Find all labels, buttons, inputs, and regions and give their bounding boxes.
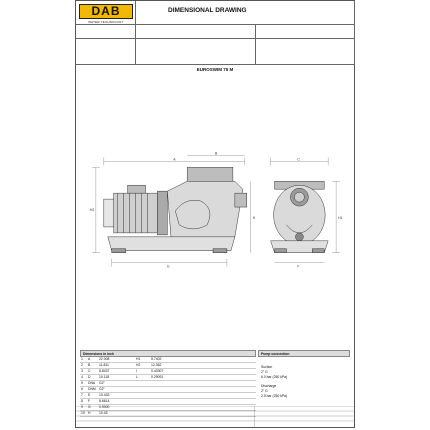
pump-front-view: [271, 181, 329, 252]
dim-label-e: E: [167, 264, 170, 269]
blank-cell-2: [136, 25, 256, 39]
dimension-cell-v: G2": [99, 381, 105, 385]
dimension-cell-k2: [135, 381, 150, 386]
dim-label-b: B: [215, 151, 218, 156]
title-block: [76, 1, 354, 53]
dimension-cell-v2: [150, 393, 181, 398]
dimension-cell-k2: I: [136, 369, 137, 373]
drawing-sheet: [75, 0, 355, 428]
dimension-cell-v2: [150, 381, 181, 386]
pump-connection-header: Pump connection: [258, 350, 350, 357]
dimension-cell-k2: [135, 387, 150, 392]
logo-tagline: WATER TECHNOLOGY: [88, 20, 124, 24]
dimension-cell-v2: 0.43307: [151, 369, 164, 373]
dimension-cell-n: 10: [81, 411, 85, 415]
dimension-cell-v2: 0.29091: [151, 375, 164, 379]
dab-logo: DAB: [79, 4, 133, 19]
dimension-cell-n: 7: [81, 393, 83, 397]
dimension-cell-k: A: [88, 357, 91, 361]
dimension-cell-v: 0.9000: [99, 405, 110, 409]
document-title: DIMENSIONAL DRAWING: [168, 7, 247, 14]
motor-side-view: [104, 185, 168, 235]
blank-cell-6: [256, 39, 355, 65]
suction-label: Suction: [261, 365, 273, 369]
suction-pressure: 6.0 bar (250 kPa): [261, 375, 288, 379]
dimension-cell-k: E: [88, 393, 91, 397]
dimension-cell-n: 3: [81, 369, 83, 373]
footer-grid: [76, 406, 354, 428]
dimension-cell-v: 10.433: [99, 393, 110, 397]
dimension-cell-n: 9: [81, 405, 83, 409]
dimension-cell-k: D: [88, 375, 91, 379]
dimension-cell-k2: [135, 399, 150, 404]
dimension-cell-v: 10.43: [99, 411, 108, 415]
model-name: EUROSWIM 75 M: [196, 67, 234, 72]
dimension-cell-k: B: [88, 363, 91, 367]
dimension-cell-k2: H2: [136, 363, 141, 367]
dimension-cell-k: F: [88, 399, 91, 403]
dimension-cell-v: 8.8437: [99, 369, 110, 373]
dimension-cell-v2: 12.362: [151, 363, 162, 367]
dimension-cell-n: 8: [81, 399, 83, 403]
blank-cell-3: [256, 25, 355, 39]
dimension-cell-v: 22.008: [99, 357, 110, 361]
dimension-cell-v2: [150, 387, 181, 392]
discharge-pressure: 2.5 bar (250 kPa): [261, 394, 288, 398]
dimension-cell-v: G2": [99, 387, 105, 391]
dimension-cell-k: DNA: [88, 381, 96, 385]
dim-label-f: F: [297, 264, 300, 269]
dimension-cell-v2: 5.7402: [151, 357, 162, 361]
dimension-cell-k2: L: [136, 375, 138, 379]
blank-cell-5: [136, 39, 256, 65]
pump-connection-panel: [258, 350, 350, 399]
dimension-cell-k: DNM: [88, 387, 96, 391]
dimension-cell-k: H: [88, 411, 91, 415]
dimension-cell-v2: [150, 399, 181, 404]
dim-label-h1: H1: [338, 215, 343, 220]
dimension-cell-k2: [135, 393, 150, 398]
dim-label-h: H: [252, 215, 256, 220]
blank-cell-4: [76, 39, 136, 65]
logo-cell: [76, 1, 136, 25]
dimension-cell-k2: H1: [136, 357, 141, 361]
dim-label-a: A: [173, 157, 176, 162]
dimension-cell-n: 6: [81, 387, 83, 391]
dimension-cell-k: G: [88, 405, 91, 409]
dimension-cell-n: 1: [81, 357, 83, 361]
discharge-size: 2" G: [261, 389, 268, 393]
dimension-cell-n: 4: [81, 375, 83, 379]
dim-label-c: C: [297, 157, 300, 162]
suction-size: 2" G: [261, 370, 268, 374]
pump-drawing: [76, 141, 354, 291]
dimension-cell-v: 8.6614: [99, 399, 110, 403]
pump-body-side-view: [167, 167, 246, 244]
blank-cell-1: [76, 25, 136, 39]
dim-label-h2: H2: [89, 208, 95, 213]
dimension-cell-k: C: [88, 369, 91, 373]
dimension-cell-n: 5: [81, 381, 83, 385]
dimension-cell-v: 11.811: [99, 363, 109, 367]
dimension-cell-v: 10.118: [99, 375, 110, 379]
discharge-label: Discharge: [261, 384, 277, 388]
dimension-cell-n: 2: [81, 363, 83, 367]
dimensions-header: Dimensions in inch: [80, 350, 256, 357]
base-side-view: [108, 237, 235, 253]
